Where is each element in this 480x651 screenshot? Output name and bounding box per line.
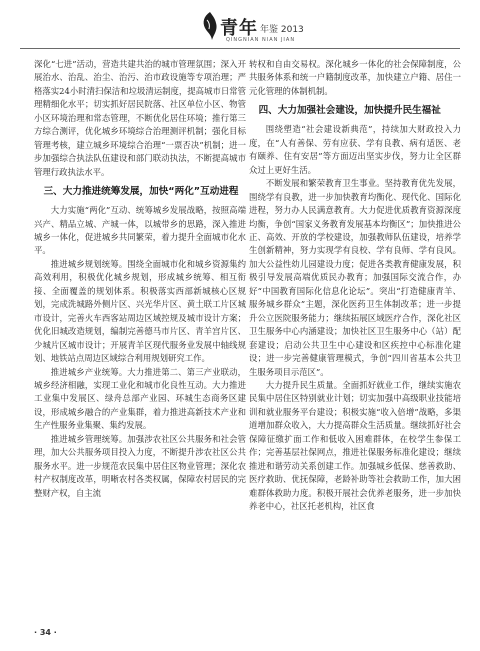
paragraph: 围绕塑造“社会建设新典范”，持续加大财政投入力度，在“人有善保、劳有应获、学有良教、病有适医、老有颐养、住有安居”等方面迈出坚实步伐，努力让全区群众过上更好生活。 [249, 124, 461, 175]
paragraph: 推进城乡规划统筹。围绕全面城市化和城乡资源集约高效利用，积极优化城乡规划，形成城乡统筹、相互衔接、全面覆盖的规划体系。积极落实西部新城核心区规划，完成洗城路外侧片区、兴光华片区、黄土联工片区城市设计，完善火车西客站周边区域控规及城市设计方案；优化旧城改造规划，编制完善德马市片区、青羊宫片区、少城片区城市设计；开展青羊区现代服务业发展中轴线规划、地铁站点周边区域综合利用规划研究工作。 [34, 258, 246, 364]
logo-pinyin: QINGNIAN NIAN JIAN [226, 37, 296, 43]
logo-year: 年鉴 2013 [260, 25, 304, 35]
right-column [249, 58, 461, 514]
section-heading: 四、大力加强社会建设，加快提升民生福祉 [258, 105, 441, 117]
paragraph: 大力实施“两化”互动、统筹城乡发展战略，按照高端兴产、精品立城、产城一体，以城带乡的思路，深入推进城乡一体化，促进城乡共同繁荣，着力提升全面城市化水平。 [34, 205, 246, 256]
page-header [0, 0, 480, 52]
paragraph: 不断发展和繁荣教育卫生事业。坚持教育优先发展，围绕学有良教，进一步加快教育均衡化、现代化、国际化进程，努力办人民满意教育。大力促进优质教育资源深度均衡，争创“国家义务教育发展基本均衡区”；加快推进公正、高效、开放的学校建设，加强教师队伍建设，培养学生创新精神，努力实现学有良校、学有良师、学有良风。加大公益性幼儿园建设力度；促进各类教育健康发展，积极引导发展高端优质民办教育；加强国际交流合作，办好“中国教育国际化信息化论坛”。突出“打造健康青羊、服务城乡群众”主题，深化医药卫生体制改革；进一步提升公立医院服务能力；继续拓展区域医疗合作，深化社区卫生服务中心内涵建设；加快社区卫生服务中心（站）配套建设；启动公共卫生中心建设和区疾控中心标准化建设；进一步完善健康管理模式，争创“四川省基本公共卫生服务项目示范区”。 [249, 178, 461, 377]
logo-title: 青年 [220, 18, 258, 39]
page-number: · 34 · [34, 628, 57, 637]
paragraph: 大力提升民生质量。全面抓好就业工作，继续实施农民集中居住区特别就业计划；切实加强中高级职业技能培训和就业服务平台建设；积极实施“收入倍增”战略，多渠道增加群众收入，大力提高群众生活质量。继续抓好社会保障征缴扩面工作和低收入困难群体，在校学生参保工作；完善基层社保网点，推进社保服务标准化建设；继续推进和谐劳动关系创建工作。加强城乡低保、慈善救助、医疗救助、优抚保障，老龄补助等社会救助工作，加大困难群体救助力度。积极开展社会优养老服务，进一步加快养老中心，社区托老机构，社区食 [249, 379, 461, 512]
paragraph: 推进城乡管理统筹。加强涉农社区公共服务和社会管理，加大公共服务项目投入力度，不断提升涉农社区公共服务水平。进一步规范农民集中居住区物业管理；深化农村产权制度改革，明晰农村各类权属，保障农村居民的完整财产权，自主流 [34, 433, 246, 498]
paragraph: 转权和自由交易权。深化城乡一体化的社会保障制度，公共服务体系和统一户籍制度改革，加快建立户籍、居住一元化管理的体制机制。 [249, 59, 461, 96]
paragraph: 深化“七进”活动，营造共建共治的城市管理氛围；深入开展治水、治乱、治尘、治污、治市政设施等专项治理；严格落实24小时清扫保洁和垃圾清运制度，提高城市日常管理精细化水平；切实抓好居民院落、社区单位小区、物管小区环境治理和常态管理，不断优化居住环境；推行第三方综合测评，优化城乡环境综合治理测评机制；强化目标管理考核，建立城乡环境综合治理“一票否决”机制；进一步加强综合执法队伍建设和部门联动执法，不断提高城市管理行政执法水平。 [34, 59, 246, 177]
paragraph: 推进城乡产业统筹。大力推进第二、第三产业联动，城乡经济相融，实现工业化和城市化良性互动。大力推进工业集中发展区、绿舟总部产业园、环城生态商务区建设，形成城乡融合的产业集群，着力推进高新技术产业和生产性服务业集聚、集约发展。 [34, 366, 246, 431]
header-divider [20, 48, 460, 49]
left-column [34, 58, 246, 500]
ink-brush-logo-icon [198, 10, 222, 42]
yearbook-logo [198, 10, 304, 50]
section-heading: 三、大力推进统筹发展，加快“两化”互动进程 [43, 186, 239, 198]
